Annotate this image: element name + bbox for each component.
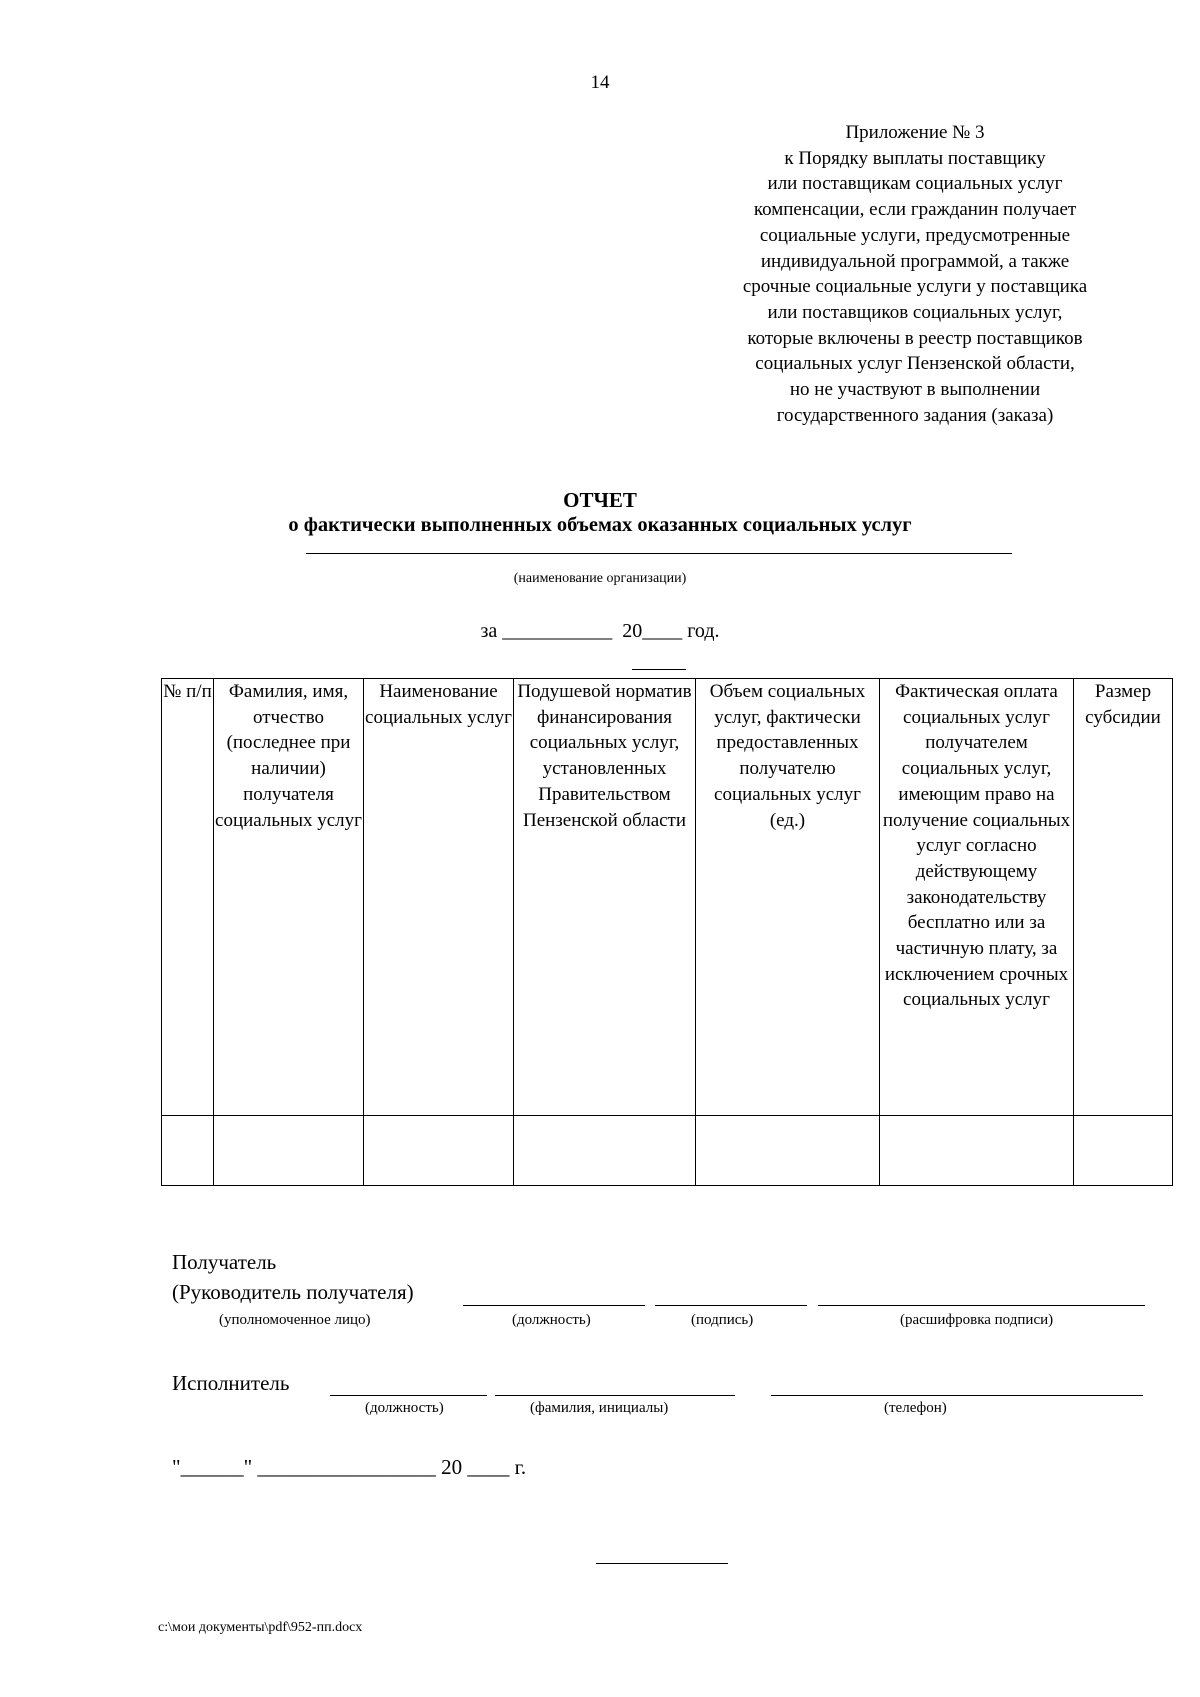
table-header-row	[162, 679, 1173, 1116]
column-header-number: № п/п	[162, 679, 214, 1116]
executor-phone-line[interactable]	[771, 1395, 1143, 1396]
appendix-line: государственного задания (заказа)	[776, 404, 1054, 426]
organization-name-line	[306, 553, 1012, 554]
appendix-line: индивидуальной программой, а также	[760, 250, 1070, 272]
column-header-service-name: Наименование социальных услуг	[364, 679, 514, 1116]
report-title: ОТЧЕТ	[563, 488, 637, 512]
footer-divider	[596, 1563, 728, 1564]
signature-decoding-line[interactable]	[818, 1305, 1145, 1306]
divider-line	[632, 669, 686, 670]
report-table	[161, 678, 1173, 1186]
table-cell[interactable]	[214, 1116, 364, 1186]
date-line: "______" _________________ 20 ____ г.	[172, 1455, 527, 1479]
authorized-person-caption: (уполномоченное лицо)	[219, 1312, 371, 1328]
column-header-recipient-name: Фамилия, имя, отчество (последнее при наличии) получателя социальных услуг	[214, 679, 364, 1116]
appendix-line: или поставщикам социальных услуг	[767, 173, 1063, 195]
appendix-line: которые включены в реестр поставщиков	[747, 327, 1083, 349]
page-number: 14	[590, 72, 610, 93]
column-header-subsidy-amount: Размер субсидии	[1074, 679, 1173, 1116]
position-signature-line[interactable]	[463, 1305, 645, 1306]
table-cell[interactable]	[364, 1116, 514, 1186]
column-header-actual-payment: Фактическая оплата социальных услуг получателем социальных услуг, имеющим право на получение социальных услуг согласно действующему законодательству бесплатно или за частичную плату, за исключением срочных социальных услуг	[880, 679, 1074, 1116]
appendix-line: или поставщиков социальных услуг,	[767, 301, 1063, 323]
table-row	[162, 1116, 1173, 1186]
appendix-line: компенсации, если гражданин получает	[753, 199, 1077, 221]
organization-caption: (наименование организации)	[513, 571, 687, 586]
table-cell[interactable]	[1074, 1116, 1173, 1186]
table-cell[interactable]	[162, 1116, 214, 1186]
period-line: за ___________ 20____ год.	[480, 620, 720, 642]
signature-line[interactable]	[655, 1305, 807, 1306]
appendix-line: но не участвуют в выполнении	[789, 379, 1041, 401]
report-subtitle: о фактически выполненных объемах оказанных социальных услуг	[288, 514, 912, 536]
appendix-line: социальных услуг Пензенской области,	[755, 353, 1075, 375]
recipient-head-label: (Руководитель получателя)	[172, 1280, 414, 1304]
appendix-line: срочные социальные услуги у поставщика	[742, 276, 1088, 298]
appendix-line: социальные услуги, предусмотренные	[759, 224, 1071, 246]
table-cell[interactable]	[880, 1116, 1074, 1186]
executor-position-caption: (должность)	[365, 1400, 444, 1416]
executor-name-caption: (фамилия, инициалы)	[530, 1400, 669, 1416]
column-header-per-capita-norm: Подушевой норматив финансирования социальных услуг, установленных Правительством Пензенской области	[514, 679, 696, 1116]
footer-file-path: c:\мои документы\pdf\952-пп.docx	[158, 1620, 363, 1635]
appendix-line: к Порядку выплаты поставщику	[784, 147, 1046, 169]
signature-caption: (подпись)	[691, 1312, 754, 1328]
executor-position-line[interactable]	[330, 1395, 487, 1396]
signature-decoding-caption: (расшифровка подписи)	[900, 1312, 1054, 1328]
position-caption: (должность)	[512, 1312, 591, 1328]
table-cell[interactable]	[696, 1116, 880, 1186]
executor-phone-caption: (телефон)	[884, 1400, 947, 1416]
executor-name-line[interactable]	[495, 1395, 735, 1396]
column-header-service-volume: Объем социальных услуг, фактически предоставленных получателю социальных услуг (ед.)	[696, 679, 880, 1116]
recipient-label: Получатель	[172, 1250, 277, 1274]
appendix-header	[700, 120, 1130, 428]
executor-label: Исполнитель	[172, 1371, 290, 1395]
appendix-line: Приложение № 3	[845, 122, 985, 143]
table-cell[interactable]	[514, 1116, 696, 1186]
